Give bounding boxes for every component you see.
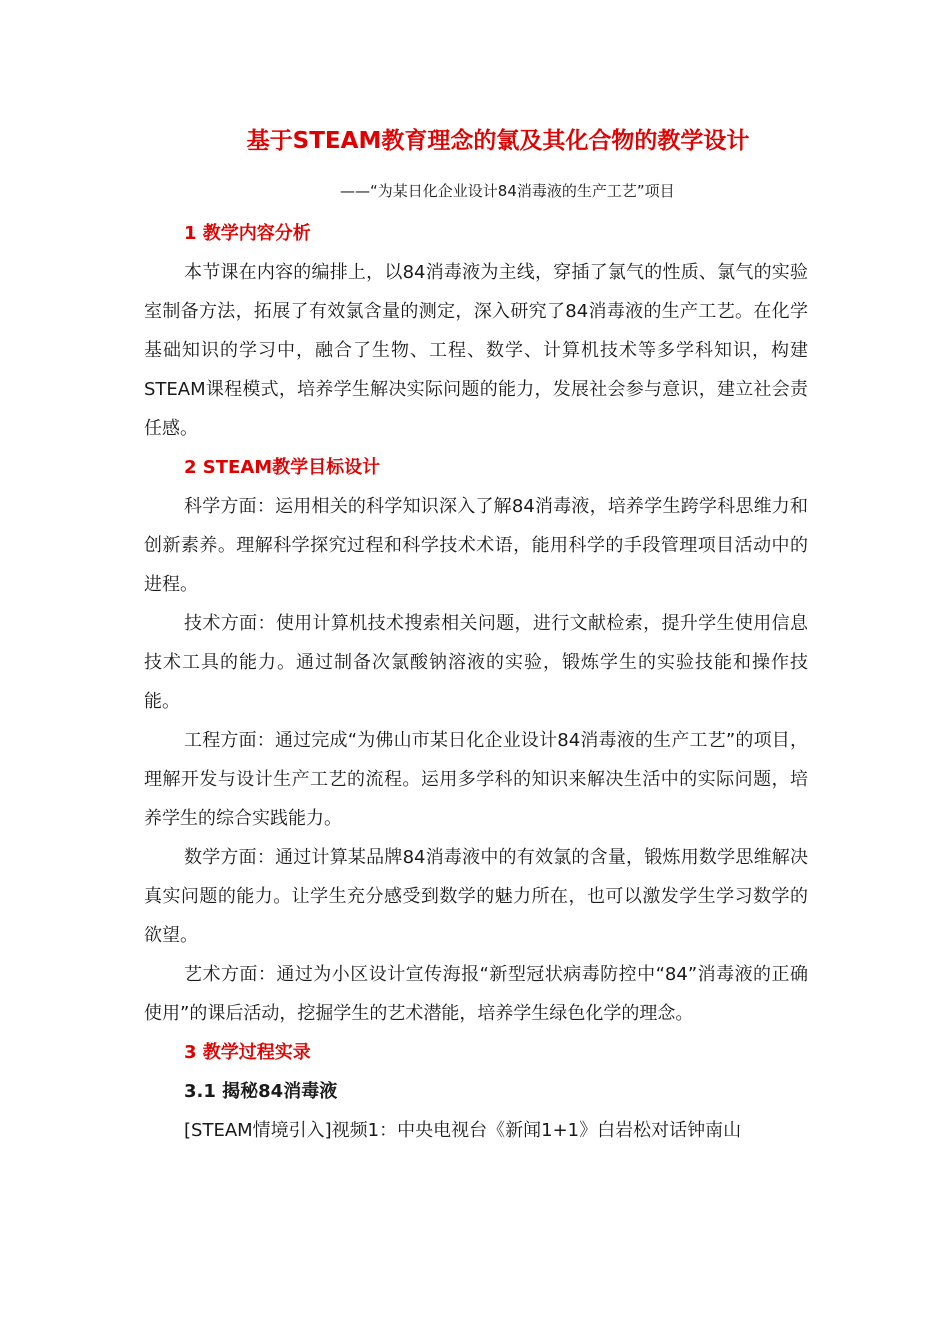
paragraph: 本节课在内容的编排上，以84消毒液为主线，穿插了氯气的性质、氯气的实验室制备方法，拓展了有效氯含量的测定，深入研究了84消毒液的生产工艺。在化学基础知识的学习中，融合了生物、工程、数学、计算机技术等多学科知识，构建STEAM课程模式，培养学生解决实际问题的能力，发展社会参与意识，建立社会责任感。 [144,262,808,439]
paragraph: 工程方面：通过完成“为佛山市某日化企业设计84消毒液的生产工艺”的项目，理解开发与设计生产工艺的流程。运用多学科的知识来解决生活中的实际问题，培养学生的综合实践能力。 [144,730,808,829]
paragraph: 数学方面：通过计算某品牌84消毒液中的有效氯的含量，锻炼用数学思维解决真实问题的能力。让学生充分感受到数学的魅力所在，也可以激发学生学习数学的欲望。 [144,847,808,946]
subsection-heading-3-1: 3.1 揭秘84消毒液 [184,1081,338,1102]
paragraph: 艺术方面：通过为小区设计宣传海报“新型冠状病毒防控中“84”消毒液的正确使用”的课后活动，挖掘学生的艺术潜能，培养学生绿色化学的理念。 [144,964,808,1024]
document-subtitle: ——“为某日化企业设计84消毒液的生产工艺”项目 [340,182,675,200]
paragraph: [STEAM情境引入]视频1：中央电视台《新闻1+1》白岩松对话钟南山 [184,1120,742,1141]
document-body [144,214,808,1150]
paragraph: 科学方面：运用相关的科学知识深入了解84消毒液，培养学生跨学科思维力和创新素养。理解科学探究过程和科学技术术语，能用科学的手段管理项目活动中的进程。 [144,496,808,595]
section-heading-2: 2 STEAM教学目标设计 [184,457,381,478]
paragraph: 技术方面：使用计算机技术搜索相关问题，进行文献检索，提升学生使用信息技术工具的能力。通过制备次氯酸钠溶液的实验，锻炼学生的实验技能和操作技能。 [144,613,808,712]
section-heading-3: 3 教学过程实录 [184,1042,311,1063]
section-heading-1: 1 教学内容分析 [184,223,311,244]
document-title: 基于STEAM教育理念的氯及其化合物的教学设计 [246,128,750,154]
